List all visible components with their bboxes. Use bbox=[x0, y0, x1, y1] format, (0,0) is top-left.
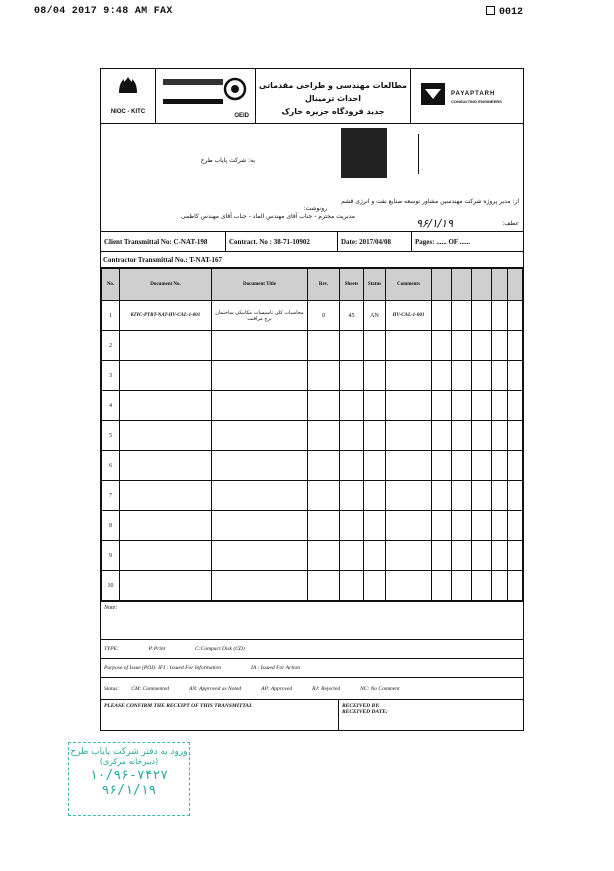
table-cell: KIYC-PTRT-NAT-HV-CAL-1-001 bbox=[120, 301, 212, 331]
table-cell bbox=[386, 361, 432, 391]
notes-box bbox=[101, 602, 523, 640]
fax-page-text: 0012 bbox=[499, 7, 524, 18]
table-cell: 10 bbox=[102, 571, 120, 601]
table-cell bbox=[492, 361, 508, 391]
stamp-line2: (دبیرخانه مرکزی) bbox=[99, 757, 159, 766]
table-cell bbox=[492, 571, 508, 601]
table-cell bbox=[508, 301, 523, 331]
table-cell bbox=[364, 421, 386, 451]
purpose-action: IA : Issued For Action bbox=[251, 665, 300, 671]
col-header: Document No. bbox=[120, 269, 212, 301]
table-cell bbox=[432, 391, 452, 421]
table-cell bbox=[212, 511, 308, 541]
redacted-block bbox=[341, 128, 387, 178]
col-header: Comments bbox=[386, 269, 432, 301]
status-rj: RJ: Rejected bbox=[312, 685, 341, 692]
table-cell: 1 bbox=[102, 301, 120, 331]
consultant-subtitle: CONSULTING ENGINEERS bbox=[451, 99, 502, 104]
table-cell bbox=[340, 511, 364, 541]
table-cell bbox=[508, 511, 523, 541]
table-cell bbox=[508, 421, 523, 451]
type-cd: C:Compact Disk (CD) bbox=[195, 646, 245, 652]
table-header-row bbox=[102, 269, 523, 301]
table-cell bbox=[386, 421, 432, 451]
table-cell: 3 bbox=[102, 361, 120, 391]
table-cell bbox=[364, 331, 386, 361]
table-cell bbox=[364, 571, 386, 601]
table-cell bbox=[308, 391, 340, 421]
address-to: به: شرکت پایاب طرح bbox=[200, 157, 255, 164]
table-cell bbox=[120, 391, 212, 421]
col-header bbox=[472, 269, 492, 301]
table-cell bbox=[308, 421, 340, 451]
table-cell bbox=[492, 481, 508, 511]
table-cell bbox=[364, 391, 386, 421]
address-from: از: مدیر پروژه شرکت مهندسین مشاور توسعه صنایع نفت و انرژی قشم bbox=[341, 198, 519, 205]
table-cell bbox=[364, 511, 386, 541]
project-title-line2: جدید فرودگاه جزیره خارک bbox=[281, 107, 385, 116]
table-cell bbox=[212, 421, 308, 451]
table-cell bbox=[340, 541, 364, 571]
table-cell bbox=[452, 571, 472, 601]
stamp-line1: ورود به دفتر شرکت پایاب طرح bbox=[70, 747, 188, 757]
table-cell bbox=[508, 361, 523, 391]
receipt-stamp bbox=[68, 742, 190, 816]
table-cell bbox=[386, 481, 432, 511]
table-cell bbox=[508, 331, 523, 361]
table-cell bbox=[120, 331, 212, 361]
oeid-emblem-icon bbox=[161, 73, 251, 109]
documents-table bbox=[101, 268, 523, 601]
table-cell bbox=[508, 391, 523, 421]
fax-header: 08/04 2017 9:48 AM FAX bbox=[34, 6, 173, 17]
table-cell bbox=[120, 481, 212, 511]
table-cell bbox=[472, 361, 492, 391]
table-row bbox=[102, 391, 523, 421]
table-cell bbox=[212, 331, 308, 361]
stamp-date: ۹۶/۱/۱۹ bbox=[101, 783, 157, 798]
address-cc-names: مدیریت محترم - جناب آقای مهندس الماد - جناب آقای مهندس کاظمی bbox=[180, 213, 355, 220]
table-cell bbox=[340, 421, 364, 451]
nioc-logo bbox=[101, 69, 156, 123]
table-cell bbox=[120, 541, 212, 571]
nioc-label: NIOC - KITC bbox=[110, 109, 146, 115]
table-cell bbox=[452, 391, 472, 421]
table-cell: محاسبات کلی تاسیسات مکانیکی ساختمان برج مراقبت bbox=[212, 301, 308, 331]
col-header bbox=[492, 269, 508, 301]
contractor-transmittal: Contractor Transmittal No.: T-NAT-167 bbox=[101, 252, 523, 268]
page-count: Pages: ...... OF ...... bbox=[415, 237, 471, 246]
received-box bbox=[339, 700, 523, 730]
status-ap: AP: Approved bbox=[261, 685, 293, 692]
table-cell bbox=[340, 451, 364, 481]
table-cell bbox=[212, 361, 308, 391]
table-cell bbox=[308, 541, 340, 571]
table-cell: 7 bbox=[102, 481, 120, 511]
table-cell bbox=[308, 571, 340, 601]
fax-page-number bbox=[486, 6, 523, 18]
address-cc: رونوشت: bbox=[303, 205, 327, 212]
table-cell bbox=[364, 451, 386, 481]
table-cell: 2 bbox=[102, 331, 120, 361]
table-cell bbox=[212, 451, 308, 481]
table-cell bbox=[432, 301, 452, 331]
table-cell bbox=[452, 361, 472, 391]
table-cell bbox=[492, 331, 508, 361]
status-an: AN: Approved as Noted bbox=[189, 685, 242, 692]
table-cell bbox=[492, 421, 508, 451]
table-cell bbox=[432, 421, 452, 451]
stamp-number: ۱۰/۹۶-۷۴۲۷ bbox=[89, 768, 169, 783]
table-row bbox=[102, 361, 523, 391]
table-cell bbox=[452, 331, 472, 361]
col-header bbox=[508, 269, 523, 301]
col-header bbox=[432, 269, 452, 301]
status-label: Status: bbox=[104, 685, 120, 692]
received-date: RECEIVED DATE: bbox=[342, 709, 388, 715]
table-cell: 4 bbox=[102, 391, 120, 421]
table-cell bbox=[340, 391, 364, 421]
table-cell: AN bbox=[364, 301, 386, 331]
col-header: Document Title bbox=[212, 269, 308, 301]
table-row bbox=[102, 421, 523, 451]
table-cell bbox=[386, 571, 432, 601]
col-header: Status bbox=[364, 269, 386, 301]
transmittal-date: Date: 2017/04/08 bbox=[338, 232, 412, 251]
table-cell bbox=[452, 511, 472, 541]
table-cell: 8 bbox=[102, 511, 120, 541]
consultant-name: PAYAPTARH bbox=[451, 91, 496, 97]
table-cell bbox=[340, 571, 364, 601]
table-cell bbox=[308, 331, 340, 361]
table-cell bbox=[492, 541, 508, 571]
table-cell bbox=[308, 451, 340, 481]
address-ref: عطف: bbox=[502, 220, 519, 227]
oeid-logo bbox=[156, 69, 256, 123]
table-row bbox=[102, 481, 523, 511]
status-nc: NC: No Comment bbox=[360, 685, 400, 692]
table-cell bbox=[472, 571, 492, 601]
type-row bbox=[101, 640, 523, 659]
table-row bbox=[102, 541, 523, 571]
table-cell: 5 bbox=[102, 421, 120, 451]
table-cell bbox=[340, 481, 364, 511]
table-row bbox=[102, 571, 523, 601]
table-cell bbox=[472, 421, 492, 451]
table-cell bbox=[452, 421, 472, 451]
handwritten-date: ۹۶/۱/۱۹ bbox=[416, 217, 453, 230]
table-cell: 6 bbox=[102, 451, 120, 481]
payaptarh-logo-icon bbox=[419, 79, 449, 109]
table-cell bbox=[432, 331, 452, 361]
table-cell bbox=[472, 541, 492, 571]
table-cell bbox=[472, 511, 492, 541]
table-cell bbox=[364, 481, 386, 511]
table-body bbox=[102, 301, 523, 601]
table-cell bbox=[508, 451, 523, 481]
status-row bbox=[101, 678, 523, 700]
transmittal-sheet bbox=[100, 68, 524, 731]
table-cell bbox=[308, 511, 340, 541]
table-cell bbox=[508, 481, 523, 511]
table-cell bbox=[308, 481, 340, 511]
table-cell bbox=[364, 361, 386, 391]
documents-table-wrap bbox=[101, 268, 523, 602]
table-cell bbox=[120, 361, 212, 391]
received-by: RECEIVED BY: bbox=[342, 703, 380, 709]
table-cell bbox=[508, 541, 523, 571]
table-row bbox=[102, 451, 523, 481]
table-cell bbox=[340, 361, 364, 391]
table-cell bbox=[340, 331, 364, 361]
col-header: No. bbox=[102, 269, 120, 301]
col-header: Rev. bbox=[308, 269, 340, 301]
checkbox-icon bbox=[486, 6, 495, 15]
table-cell bbox=[120, 511, 212, 541]
table-cell: 45 bbox=[340, 301, 364, 331]
table-cell bbox=[472, 391, 492, 421]
project-title bbox=[256, 69, 411, 123]
table-row bbox=[102, 511, 523, 541]
table-cell: 0 bbox=[308, 301, 340, 331]
table-cell bbox=[492, 301, 508, 331]
signature-box bbox=[418, 134, 519, 174]
table-cell bbox=[472, 301, 492, 331]
status-cm: CM: Commented bbox=[131, 685, 170, 692]
table-cell bbox=[452, 301, 472, 331]
info-row bbox=[101, 232, 523, 252]
col-header bbox=[452, 269, 472, 301]
table-cell bbox=[212, 541, 308, 571]
note-label: Note: bbox=[104, 605, 118, 611]
table-cell bbox=[386, 541, 432, 571]
table-cell bbox=[432, 481, 452, 511]
table-cell bbox=[432, 451, 452, 481]
table-cell bbox=[212, 571, 308, 601]
table-row bbox=[102, 301, 523, 331]
type-label: TYPE: bbox=[104, 646, 119, 652]
address-block bbox=[101, 124, 523, 232]
client-transmittal: Client Transmittal No: C-NAT-198 bbox=[101, 232, 226, 251]
table-cell bbox=[212, 481, 308, 511]
table-cell bbox=[120, 421, 212, 451]
table-cell bbox=[472, 481, 492, 511]
header-row bbox=[101, 69, 523, 124]
purpose-row bbox=[101, 659, 523, 678]
table-cell bbox=[472, 331, 492, 361]
table-cell bbox=[452, 451, 472, 481]
contract-number: Contract. No : 38-71-10902 bbox=[226, 232, 338, 251]
table-cell bbox=[508, 571, 523, 601]
table-cell bbox=[386, 391, 432, 421]
nioc-flame-icon bbox=[113, 73, 143, 95]
table-cell bbox=[308, 361, 340, 391]
table-cell bbox=[386, 451, 432, 481]
table-cell bbox=[492, 511, 508, 541]
table-cell bbox=[212, 391, 308, 421]
purpose-info: Purpose of Issue (POI): IFI : Issued For Information bbox=[104, 665, 222, 671]
confirm-text: PLEASE CONFIRM THE RECEIPT OF THIS TRANSMITTAL bbox=[101, 700, 339, 730]
col-header: Sheets bbox=[340, 269, 364, 301]
table-cell bbox=[432, 361, 452, 391]
table-cell bbox=[120, 451, 212, 481]
table-cell bbox=[452, 481, 472, 511]
consultant-logo bbox=[411, 69, 523, 123]
type-print: P:Print bbox=[148, 646, 166, 652]
table-cell bbox=[386, 511, 432, 541]
table-cell bbox=[492, 451, 508, 481]
table-row bbox=[102, 331, 523, 361]
table-cell bbox=[364, 541, 386, 571]
table-cell bbox=[492, 391, 508, 421]
project-title-line1: مطالعات مهندسی و طراحی مقدماتی احداث ترمینال bbox=[258, 81, 407, 103]
table-cell: HV-CAL-1-001 bbox=[386, 301, 432, 331]
oeid-label: OEID bbox=[234, 113, 249, 119]
table-cell bbox=[432, 511, 452, 541]
table-cell: 9 bbox=[102, 541, 120, 571]
table-cell bbox=[120, 571, 212, 601]
table-cell bbox=[386, 331, 432, 361]
table-cell bbox=[432, 541, 452, 571]
confirm-row bbox=[101, 700, 523, 730]
table-cell bbox=[452, 541, 472, 571]
table-cell bbox=[472, 451, 492, 481]
table-cell bbox=[432, 571, 452, 601]
